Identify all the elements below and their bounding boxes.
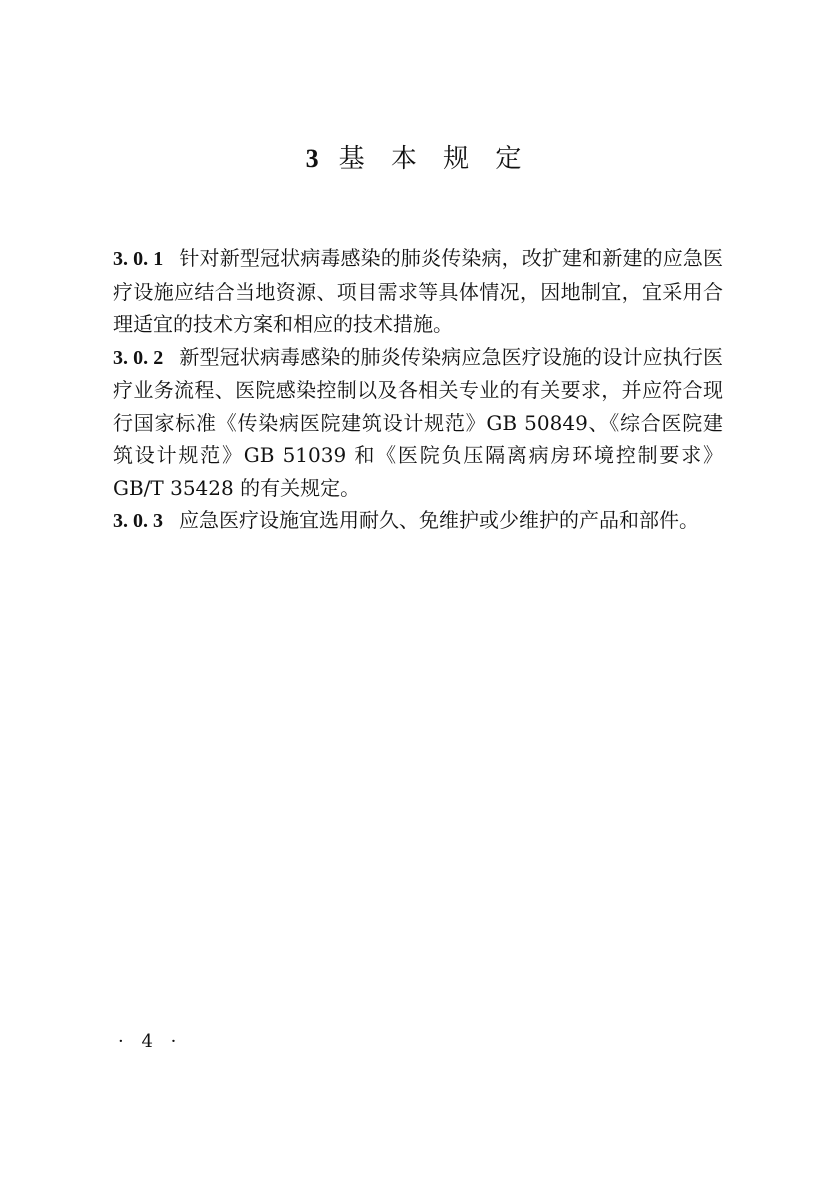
page-number: · 4 · (118, 1031, 183, 1052)
chapter-heading (0, 141, 836, 177)
clause-text: 针对新型冠状病毒感染的肺炎传染病，改扩建和新建的应急医疗设施应结合当地资源、项目需求等具体情况，因地制宜，宜采用合理适宜的技术方案和相应的技术措施。 (113, 246, 724, 336)
chapter-title: 基 本 规 定 (338, 144, 531, 174)
clause-text: 新型冠状病毒感染的肺炎传染病应急医疗设施的设计应执行医疗业务流程、医院感染控制以及各相关专业的有关要求，并应符合现行国家标准《传染病医院建筑设计规范》GB 50849、《综合医院建筑设计规范》GB 51039 和《医院负压隔离病房环境控制要求》GB/T 35428 的有关规定。 (113, 344, 724, 500)
clause-list (113, 242, 723, 538)
clause-text: 应急医疗设施宜选用耐久、免维护或少维护的产品和部件。 (179, 508, 699, 532)
chapter-number: 3 (305, 144, 321, 173)
clause-number: 3. 0. 2 (113, 346, 164, 369)
clause-number: 3. 0. 1 (113, 248, 164, 270)
clause-3-0-1 (113, 242, 723, 341)
clause-3-0-3 (113, 504, 723, 538)
clause-number: 3. 0. 3 (113, 510, 163, 532)
clause-3-0-2 (113, 341, 723, 505)
